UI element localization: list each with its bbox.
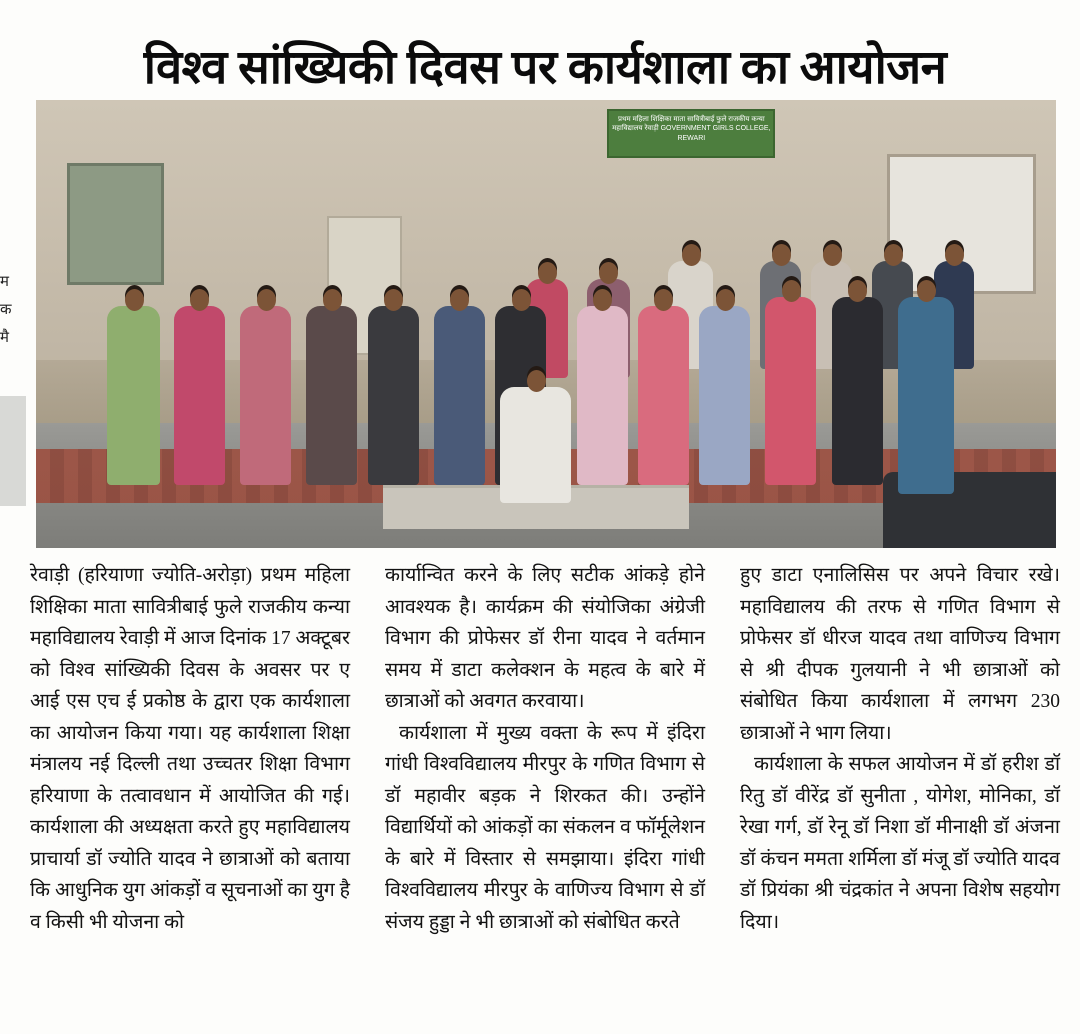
photo-person (638, 306, 689, 485)
photo-person (898, 297, 954, 494)
photo-person-head (917, 280, 936, 302)
article-column-3 (740, 560, 1060, 938)
paragraph: कार्यान्वित करने के लिए सटीक आंकड़े होने आवश्यक है। कार्यक्रम की संयोजिका अंग्रेजी विभाग की प्रोफेसर डॉ रीना यादव ने वर्तमान समय में डाटा कलेक्शन के महत्व के बारे में छात्राओं को अवगत करवाया। (385, 565, 705, 712)
article-column-2 (385, 560, 705, 938)
photo-person-head (125, 289, 144, 311)
photo-event-banner: प्रथम महिला शिक्षिका माता सावित्रीबाई फुले राजकीय कन्या महाविद्यालय रेवाड़ी GOVERNMENT GIRLS COLLEGE, REWARI (607, 109, 775, 158)
photo-person-head (716, 289, 735, 311)
adjacent-column-sliver (0, 268, 26, 568)
article-column-1 (30, 560, 350, 938)
paragraph: कार्यशाला के सफल आयोजन में डॉ हरीश डॉ रितु डॉ वीरेंद्र डॉ सुनीता , योगेश, मोनिका, डॉ रेखा गर्ग, डॉ रेनू डॉ निशा डॉ मीनाक्षी डॉ अंजना डॉ कंचन ममता शर्मिला डॉ मंजू डॉ ज्योति यादव डॉ प्रियंका श्री चंद्रकांत ने अपना विशेष सहयोग दिया। (740, 754, 1060, 933)
photo-person-head (384, 289, 403, 311)
photo-person-head (848, 280, 867, 302)
photo-person-head (782, 280, 801, 302)
photo-person-head (682, 244, 701, 266)
photo-person-head (512, 289, 531, 311)
article-headline: विश्व सांख्यिकी दिवस पर कार्यशाला का आयोजन (143, 42, 947, 95)
photo-person (306, 306, 357, 485)
sliver-line-1: म (0, 274, 9, 290)
photo-person-head (538, 262, 557, 284)
photo-person-head (599, 262, 618, 284)
photo-person-head (527, 370, 546, 392)
paragraph: कार्यशाला में मुख्य वक्ता के रूप में इंदिरा गांधी विश्वविद्यालय मीरपुर के गणित विभाग से डॉ महावीर बड़क ने शिरकत की। उन्होंने विद्यार्थियों को आंकड़ों का संकलन व फॉर्मूलेशन के बारे में विस्तार से समझाया। इंदिरा गांधी विश्वविद्यालय मीरपुर के वाणिज्य विभाग से डॉ संजय हुड्डा ने भी छात्राओं को संबोधित करते (385, 722, 705, 933)
photo-person-head (593, 289, 612, 311)
photo-person (240, 306, 291, 485)
photo-person-seated (500, 387, 571, 503)
photo-person-head (190, 289, 209, 311)
photo-person (699, 306, 750, 485)
photo-person (107, 306, 160, 485)
photo-person-head (772, 244, 791, 266)
photo-person (174, 306, 225, 485)
photo-person-head (945, 244, 964, 266)
sliver-image-block (0, 396, 26, 506)
photo-person (832, 297, 883, 485)
photo-person (577, 306, 628, 485)
photo-person-head (884, 244, 903, 266)
sliver-line-3: मै (0, 330, 9, 346)
photo-person (368, 306, 419, 485)
paragraph: हुए डाटा एनालिसिस पर अपने विचार रखे। महाविद्यालय की तरफ से गणित विभाग से प्रोफेसर डॉ धीरज यादव तथा वाणिज्य विभाग से श्री दीपक गुलयानी ने भी छात्राओं को संबोधित किया कार्यशाला में लगभग 230 छात्राओं ने भाग लिया। (740, 565, 1060, 744)
photo-person-head (323, 289, 342, 311)
photo-person-head (257, 289, 276, 311)
sliver-line-2: क (0, 302, 12, 318)
article-body (30, 560, 1060, 1030)
photo-person (434, 306, 485, 485)
article-photo (36, 100, 1056, 548)
paragraph: रेवाड़ी (हरियाणा ज्योति-अरोड़ा) प्रथम महिला शिक्षिका माता सावित्रीबाई फुले राजकीय कन्या महाविद्यालय रेवाड़ी में आज दिनांक 17 अक्टूबर को विश्व सांख्यिकी दिवस के अवसर पर ए आई एस एच ई प्रकोष्ठ के द्वारा एक कार्यशाला का आयोजन किया गया। यह कार्यशाला शिक्षा मंत्रालय नई दिल्ली तथा उच्चतर शिक्षा विभाग हरियाणा के तत्वावधान में आयोजित की गई। कार्यशाला की अध्यक्षता करते हुए महाविद्यालय प्राचार्या डॉ ज्योति यादव ने छात्राओं को बताया कि आधुनिक युग आंकड़ों व सूचनाओं का युग है व किसी भी योजना को (30, 565, 350, 933)
photo-person (765, 297, 816, 485)
photo-person-head (450, 289, 469, 311)
photo-person-head (823, 244, 842, 266)
photo-person-head (654, 289, 673, 311)
photo-window (67, 163, 165, 285)
